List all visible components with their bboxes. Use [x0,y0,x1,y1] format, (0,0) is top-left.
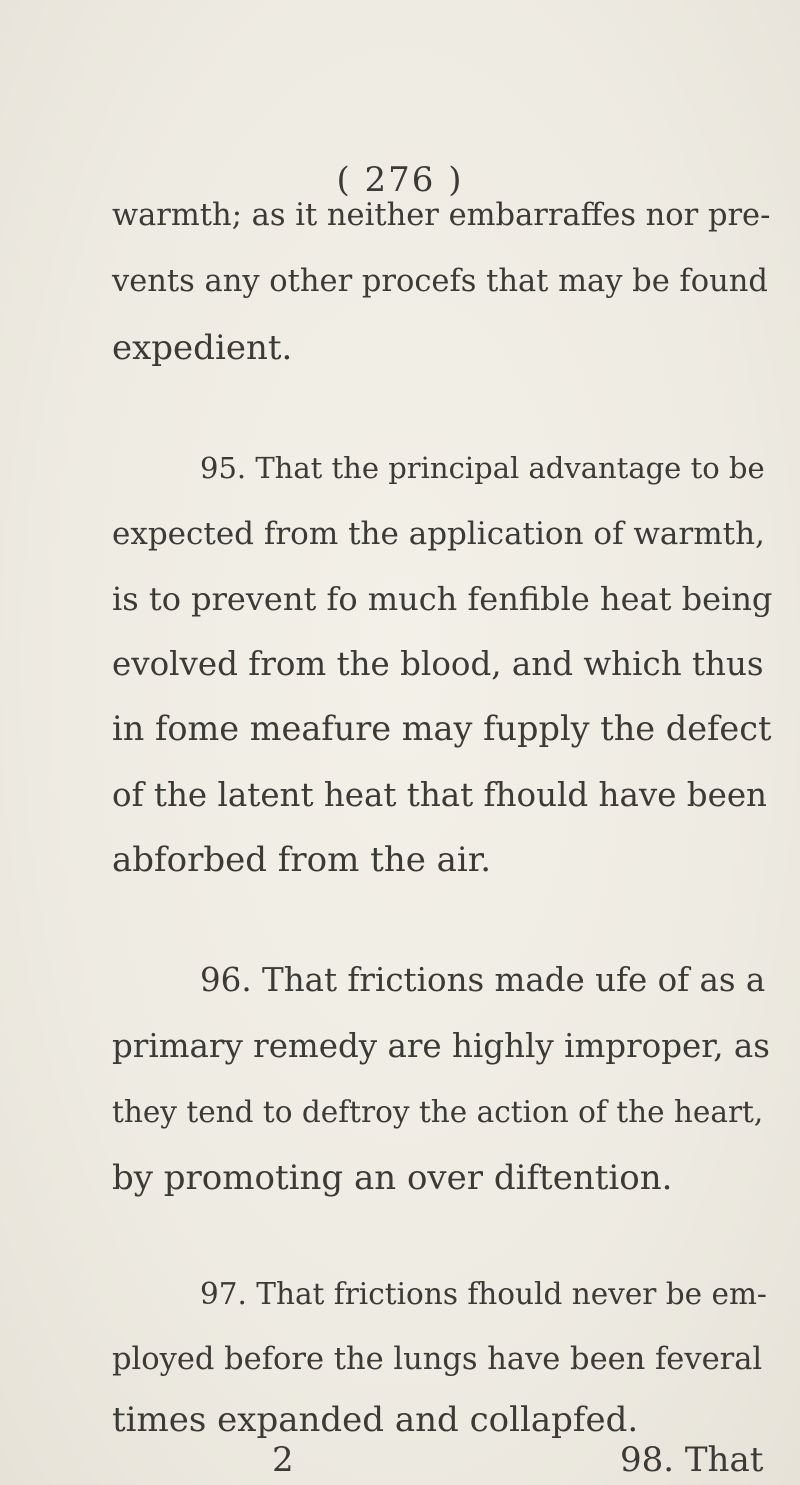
text-line: in fome meafure may fupply the defect [112,709,772,748]
text-line: they tend to deftroy the action of the heart, [112,1095,764,1129]
text-line: vents any other procefs that may be found [112,264,768,299]
text-line: evolved from the blood, and which thus [112,645,764,683]
text-line: abforbed from the air. [112,840,492,880]
page-number: ( 276 ) [336,160,464,200]
text-line: of the latent heat that fhould have been [112,776,767,814]
text-line: 96. That frictions made ufe of as a [200,961,766,999]
catchword: 98. That [620,1440,764,1480]
text-line: ployed before the lungs have been feveral [112,1342,763,1377]
text-line: by promoting an over diftention. [112,1158,673,1198]
text-line: 95. That the principal advantage to be [200,451,765,485]
signature-mark: 2 [272,1440,294,1480]
text-line: primary remedy are highly improper, as [112,1027,770,1065]
text-line: 97. That frictions fhould never be em- [200,1277,767,1311]
text-line: expected from the application of warmth, [112,516,765,552]
text-line: warmth; as it neither embarraffes nor pre- [112,198,771,233]
text-line: is to prevent fo much fenfible heat being [112,580,773,618]
text-line: expedient. [112,328,293,368]
text-line: times expanded and collapfed. [112,1400,639,1440]
